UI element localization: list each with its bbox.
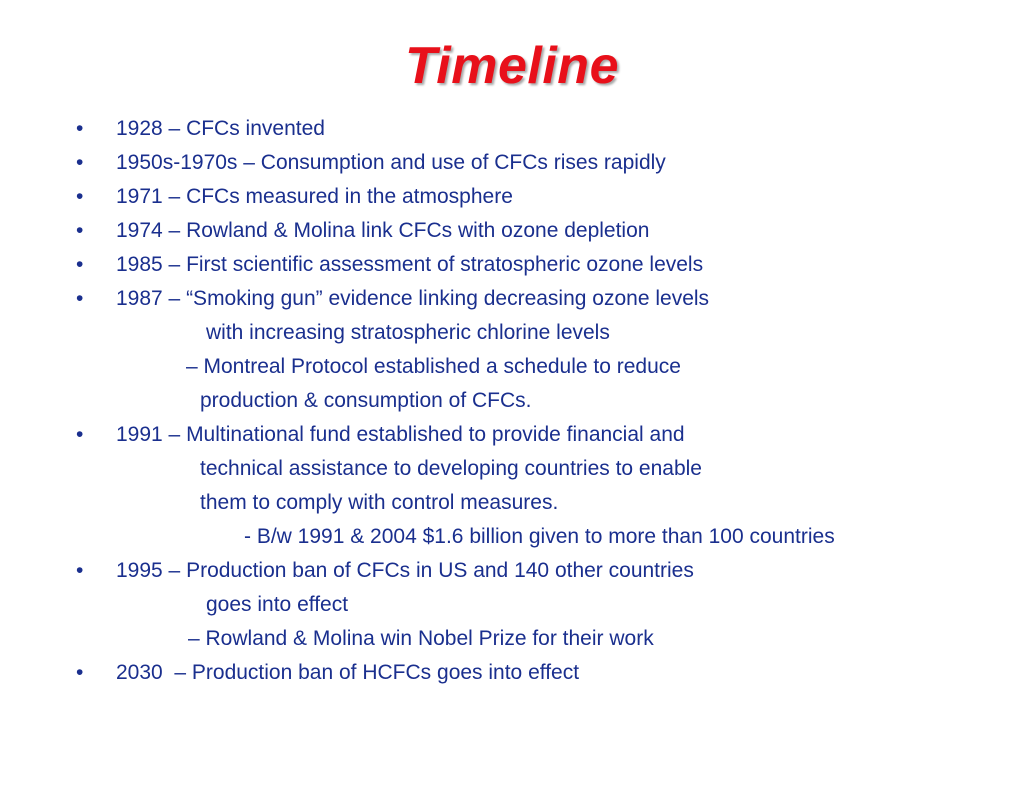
timeline-item-text: 1985 – First scientific assessment of stratospheric ozone levels [116,253,704,276]
timeline-item-continuation [0,588,349,622]
bullet-icon: • [76,661,84,684]
timeline-item-text: them to comply with control measures. [200,491,559,514]
timeline-item [0,418,685,452]
timeline-item-continuation [0,316,610,350]
bullet-icon: • [76,219,84,242]
bullet-icon: • [76,423,84,446]
timeline-item [0,146,666,180]
timeline-item-text: 1974 – Rowland & Molina link CFCs with ozone depletion [116,219,650,242]
timeline-item-continuation [0,452,702,486]
timeline-item-text: – Montreal Protocol established a schedule to reduce [186,355,681,378]
timeline-item [0,248,704,282]
timeline-item-continuation [0,486,559,520]
timeline-item [0,180,513,214]
bullet-icon: • [76,117,84,140]
bullet-icon: • [76,559,84,582]
timeline-item-text: technical assistance to developing countries to enable [200,457,702,480]
timeline-item [0,282,710,316]
slide-title: Timeline [404,37,619,95]
bullet-icon: • [76,151,84,174]
timeline-item-text: with increasing stratospheric chlorine levels [206,321,610,344]
bullet-icon: • [76,253,84,276]
timeline-sub-item [0,622,654,656]
timeline-item-text: 2030 – Production ban of HCFCs goes into effect [116,661,580,684]
timeline-item-text: 1971 – CFCs measured in the atmosphere [116,185,513,208]
bullet-icon: • [76,287,84,310]
bullet-icon: • [76,185,84,208]
timeline-item-continuation [0,384,532,418]
timeline-item-text: - B/w 1991 & 2004 $1.6 billion given to more than 100 countries [244,525,835,548]
timeline-item-text: goes into effect [206,593,349,616]
timeline-sub-item [0,520,835,554]
timeline-item [0,554,694,588]
timeline-item-text: 1995 – Production ban of CFCs in US and 140 other countries [116,559,694,582]
timeline-item-text: production & consumption of CFCs. [200,389,532,412]
timeline-item-text: 1950s-1970s – Consumption and use of CFCs rises rapidly [116,151,666,174]
timeline-item-text: – Rowland & Molina win Nobel Prize for their work [188,627,654,650]
timeline-sub-item [0,350,681,384]
timeline-item-text: 1928 – CFCs invented [116,117,325,140]
timeline-item [0,112,325,146]
timeline-item [0,656,580,690]
timeline-item-text: 1987 – “Smoking gun” evidence linking decreasing ozone levels [116,287,710,310]
timeline-item [0,214,650,248]
timeline-item-text: 1991 – Multinational fund established to provide financial and [116,423,685,446]
